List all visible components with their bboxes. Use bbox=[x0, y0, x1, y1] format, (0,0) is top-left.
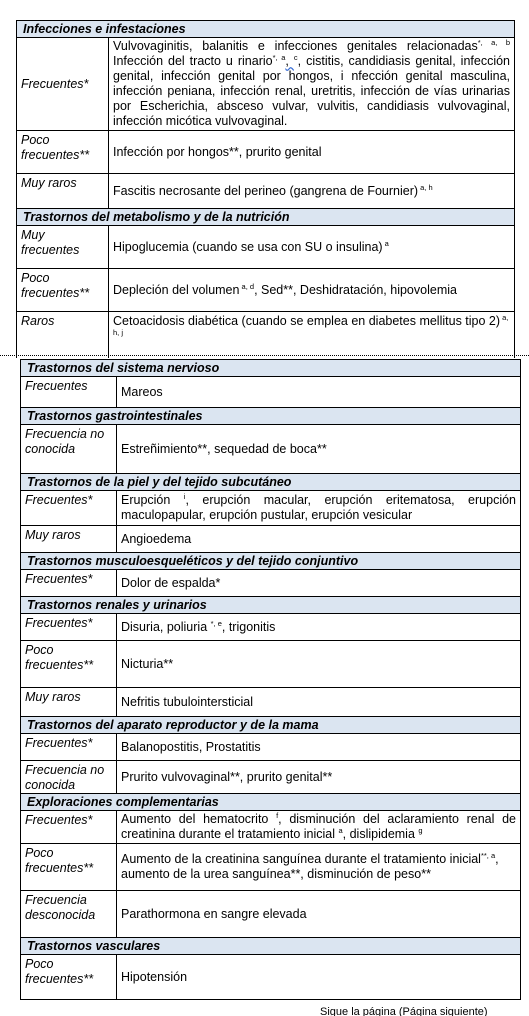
effects-cell: Nicturia** bbox=[117, 641, 521, 688]
footnote-marker: a, d bbox=[239, 281, 255, 291]
adverse-reactions-table-part-2 bbox=[0, 358, 529, 1008]
effects-cell: Erupción $^i$, erupción macular, erupción eritematosa, erupción maculopapular, erupción pustular, erupción vesicular bbox=[117, 491, 521, 526]
frequency-cell: Frecuentes* bbox=[17, 38, 109, 131]
section-header: Trastornos del sistema nervioso bbox=[21, 360, 521, 377]
table-row bbox=[21, 553, 521, 570]
effects-cell: Mareos bbox=[117, 377, 521, 408]
table-row bbox=[21, 570, 521, 597]
effects-cell: Nefritis tubulointersticial bbox=[117, 688, 521, 717]
table-row bbox=[21, 474, 521, 491]
adverse-reactions-table-part-1 bbox=[0, 0, 529, 358]
frequency-cell: Poco frecuentes** bbox=[17, 269, 109, 312]
effects-cell: Dolor de espalda* bbox=[117, 570, 521, 597]
section-header: Trastornos del metabolismo y de la nutrición bbox=[17, 209, 515, 226]
effects-cell: Estreñimiento**, sequedad de boca** bbox=[117, 425, 521, 474]
table-row bbox=[17, 312, 515, 359]
table-row bbox=[17, 38, 515, 131]
table-row bbox=[21, 811, 521, 844]
effects-cell: Angioedema bbox=[117, 526, 521, 553]
effects-cell: Balanopostitis, Prostatitis bbox=[117, 734, 521, 761]
effects-cell: Hipotensión bbox=[117, 955, 521, 1000]
table-row bbox=[17, 21, 515, 38]
table-body bbox=[17, 21, 515, 359]
footnote-marker: *, a bbox=[272, 53, 286, 62]
spellcheck-underline: , bbox=[285, 54, 294, 68]
table-row bbox=[17, 131, 515, 174]
table-row bbox=[21, 491, 521, 526]
footnote-marker: f bbox=[276, 811, 279, 820]
effects-cell: Hipoglucemia (cuando se usa con SU o insulina) $^a$ bbox=[109, 226, 515, 269]
table-row bbox=[21, 717, 521, 734]
frequency-cell: Poco frecuentes** bbox=[21, 955, 117, 1000]
table-row bbox=[21, 844, 521, 891]
table-row bbox=[17, 226, 515, 269]
table-row bbox=[21, 614, 521, 641]
frequency-cell: Frecuentes* bbox=[21, 614, 117, 641]
footnote-marker: g bbox=[418, 826, 423, 835]
frequency-cell: Frecuentes* bbox=[21, 570, 117, 597]
frequency-cell: Muy raros bbox=[21, 688, 117, 717]
table-row bbox=[21, 891, 521, 938]
table-row bbox=[21, 425, 521, 474]
footnote-marker: *, e bbox=[210, 618, 222, 628]
frequency-cell: Muy frecuentes bbox=[17, 226, 109, 269]
effects-cell: Aumento de la creatinina sanguínea durante el tratamiento inicial$^{**, a}$, aumento de la urea sanguínea**, disminución de peso** bbox=[117, 844, 521, 891]
section-header: Trastornos del aparato reproductor y de la mama bbox=[21, 717, 521, 734]
effects-cell: Vulvovaginitis, balanitis e infecciones genitales relacionadas$^{*, a, b}$ Infección del tracto u rinario$^{*, a}$, $^c$, cistitis, candidiasis genital, infección genital, infección genital por hongos, i nfección genital masculina, infección peniana, infección renal, uretritis, infección de vías urinarias por Escherichia, absceso vulvar, vulvitis, candidiasis vulvovaginal, infección micótica vulvovaginal. bbox=[109, 38, 515, 131]
table-row bbox=[21, 377, 521, 408]
table-row bbox=[21, 688, 521, 717]
frequency-cell: Poco frecuentes** bbox=[21, 844, 117, 891]
frequency-cell: Muy raros bbox=[17, 174, 109, 209]
frequency-cell: Frecuencia no conocida bbox=[21, 425, 117, 474]
effects-cell: Aumento del hematocrito $^f$, disminución del aclaramiento renal de creatinina durante el tratamiento inicial $^a$, dislipidemia $^g$ bbox=[117, 811, 521, 844]
table-row bbox=[21, 597, 521, 614]
frequency-cell: Frecuencia desconocida bbox=[21, 891, 117, 938]
table-row bbox=[21, 526, 521, 553]
table-row bbox=[21, 938, 521, 955]
effects-cell: Infección por hongos**, prurito genital bbox=[109, 131, 515, 174]
footnote-marker: **, a bbox=[480, 851, 496, 860]
section-header: Trastornos gastrointestinales bbox=[21, 408, 521, 425]
footnote-marker: a bbox=[338, 826, 343, 835]
section-header: Exploraciones complementarias bbox=[21, 794, 521, 811]
table-row bbox=[21, 734, 521, 761]
table-row bbox=[21, 360, 521, 377]
page-break-line bbox=[0, 355, 529, 356]
table-row bbox=[21, 641, 521, 688]
frequency-cell: Frecuencia no conocida bbox=[21, 761, 117, 794]
table-row bbox=[17, 174, 515, 209]
section-header: Trastornos vasculares bbox=[21, 938, 521, 955]
frequency-cell: Poco frecuentes** bbox=[21, 641, 117, 688]
effects-cell: Fascitis necrosante del perineo (gangrena de Fournier) $^{a, h}$ bbox=[109, 174, 515, 209]
table-row bbox=[21, 408, 521, 425]
section-header: Infecciones e infestaciones bbox=[17, 21, 515, 38]
footnote-marker: *, a, b bbox=[477, 38, 510, 47]
frequency-cell: Frecuentes* bbox=[21, 811, 117, 844]
frequency-cell: Frecuentes bbox=[21, 377, 117, 408]
section-header: Trastornos renales y urinarios bbox=[21, 597, 521, 614]
table-row bbox=[21, 761, 521, 794]
effects-cell: Depleción del volumen $^{a, d}$, Sed**, Deshidratación, hipovolemia bbox=[109, 269, 515, 312]
frequency-cell: Raros bbox=[17, 312, 109, 359]
frequency-cell: Frecuentes* bbox=[21, 491, 117, 526]
footnote-marker: a bbox=[382, 238, 389, 248]
section-header: Trastornos de la piel y del tejido subcutáneo bbox=[21, 474, 521, 491]
frequency-cell: Frecuentes* bbox=[21, 734, 117, 761]
effects-cell: Cetoacidosis diabética (cuando se emplea en diabetes mellitus tipo 2) $^{a, h, j}$ bbox=[109, 312, 515, 359]
continued-note: Sigue la página (Página siguiente) bbox=[320, 1006, 488, 1016]
table-row bbox=[21, 794, 521, 811]
frequency-cell: Poco frecuentes** bbox=[17, 131, 109, 174]
table-row bbox=[21, 955, 521, 1000]
footnote-marker: a, h, j bbox=[113, 313, 509, 337]
section-header: Trastornos musculoesqueléticos y del tejido conjuntivo bbox=[21, 553, 521, 570]
footnote-marker: c bbox=[293, 53, 298, 62]
table-body bbox=[21, 360, 521, 1000]
effects-cell: Prurito vulvovaginal**, prurito genital** bbox=[117, 761, 521, 794]
footnote-marker: a, h bbox=[418, 182, 433, 192]
frequency-cell: Muy raros bbox=[21, 526, 117, 553]
table-row bbox=[17, 269, 515, 312]
table-row bbox=[17, 209, 515, 226]
footnote-marker: i bbox=[183, 492, 186, 501]
effects-cell: Disuria, poliuria $^{*, e}$, trigonitis bbox=[117, 614, 521, 641]
effects-cell: Parathormona en sangre elevada bbox=[117, 891, 521, 938]
